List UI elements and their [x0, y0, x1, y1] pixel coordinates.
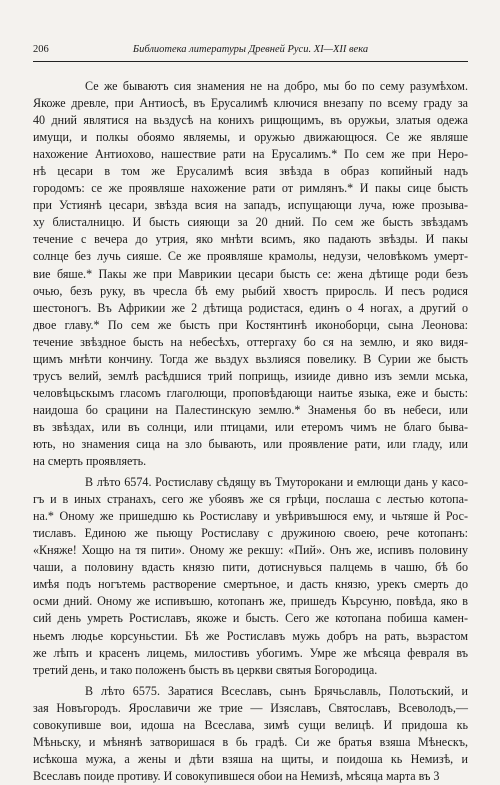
text-line: имущи, и полкы обоямо являемы, и оружью движающюся. Се же являше	[33, 130, 468, 145]
text-line: солнце без лучь сияше. Се же проявляше крамолы, недузи, человѣкомъ умерт-	[33, 249, 468, 264]
text-line: трусъ велий, землѣ расѣдшися трий поприщь, изииде дивно изъ земли мська,	[33, 368, 468, 383]
text-line: Мѣньску, и мѣнянѣ затворишася в бь градѣ. Си же братья взяша Мѣнескъ,	[33, 734, 468, 749]
text-line: имѣя подъ ногътемь растворение смертьное, и дасть князю, урекъ смерть до	[33, 577, 468, 592]
page-number: 206	[33, 44, 49, 55]
text-line: ють, но знамения сица на зло бывають, или проявление рати, или гладу, или	[33, 436, 468, 451]
text-line: наидоша бо срацини на Палестинскую землю.* Знаменья бо въ небеси, или	[33, 402, 468, 417]
text-line: Всеславъ поиде противу. И совокупившеся обои на Немизѣ, мѣсяца марта въ 3	[33, 768, 440, 783]
text-line: же лѣпъ и красенъ лицемь, милостивъ убогимъ. Умре же мѣсяца февраля въ	[33, 645, 468, 660]
paragraph	[33, 474, 468, 679]
text-line: при Устиянѣ цесари, звѣзда всия на западъ, испущающи луча, юже прозыва-	[33, 198, 468, 213]
text-line: исѣкоша мужа, а жены и дѣти взяша на щиты, и поидоша кь Немизѣ, и	[33, 751, 468, 766]
running-title: Библиотека литературы Древней Руси. XI—XII века	[132, 44, 369, 55]
text-line: осми дний. Оному же испивъшю, котопанъ же, пришедъ Кърсуню, повѣда, яко в	[33, 594, 468, 609]
text-line: зая Новъгородъ. Ярославичи же трие — Изяславъ, Святославъ, Всеволодъ,—	[33, 700, 468, 715]
body-text	[33, 78, 468, 785]
text-line: нахожение Антиохово, нашествие рати на Ерусалимъ.* По сем же при Неро-	[33, 147, 468, 162]
text-line: человѣцьскымъ гласомъ глаголющи, проповѣдающи наитье языка, еже и бысть:	[33, 385, 468, 400]
text-line: вие бяше.* Пакы же при Маврикии цесари бысть се: жена дѣтище роди безъ	[33, 266, 468, 281]
paragraph	[33, 78, 468, 470]
text-line: «Княже! Хощю на тя пити». Оному же рекшу: «Пий». Онъ же, испивъ половину	[33, 543, 468, 558]
text-line: двое главу.* По сем же бысть при Костянтинѣ иконоборци, сына Леонова:	[33, 317, 468, 332]
paragraph	[33, 683, 468, 785]
text-line: В лѣто 6575. Заратися Всеславъ, сынъ Брячьславль, Полотьский, и	[85, 683, 468, 698]
text-line: Се же бываютъ сия знамения не на добро, мы бо по сему разумѣхом.	[85, 79, 468, 93]
text-line: ньемъ людье корсуньстии. Бѣ же Ростиславъ мужь добръ на рать, вьзрастом	[33, 628, 468, 643]
text-line: третий день, и тако положенъ бысть въ церкви святыя Богородица.	[33, 662, 378, 677]
text-line: ху блисталницю. И бысть сияющи за 20 дний. По сем же бысть звѣздамъ	[33, 215, 468, 230]
text-line: течение звѣздное бысть на небесѣхъ, оттергаху бо ся на землю, и яко видя-	[33, 334, 468, 349]
text-line: на смерть проявляеть.	[33, 454, 147, 469]
page-header	[33, 44, 468, 60]
text-line: Якоже древле, при Антиосѣ, въ Ерусалимѣ ключися внезапу по всему граду за	[33, 96, 468, 111]
text-line: шестоногъ. Въ Африкии же 2 дѣтища родистася, единъ о 4 ногах, а другий о	[33, 300, 468, 315]
header-rule	[33, 61, 468, 62]
text-line: течение с вечера до утрия, яко мнѣти всимъ, яко падають звѣзды. И пакы	[33, 232, 468, 247]
text-line: 40 дний являтися на вьздусѣ на конихъ рищющимъ, въ оружьи, златыя одежа	[33, 113, 468, 128]
text-line: тиславъ. Единою же пьющу Ростиславу с дружиною своею, рече котопанъ:	[33, 526, 468, 541]
text-line: совокупивше вои, идоша на Всеслава, зимѣ сущи велицѣ. И придоша кь	[33, 717, 468, 732]
text-line: нѣ цесари в том же Ерусалимѣ всия звѣзда в образ копийный надъ	[33, 164, 468, 179]
text-line: очью, безъ руку, въ чресла бѣ ему рыбий хвостъ приросль. И песъ родися	[33, 283, 468, 298]
text-line: чаши, а половину вдасть князю пити, дотиснувься палцемь в чашю, бѣ бо	[33, 560, 468, 575]
text-line: гъ и в иных странахъ, сего же убоявъ же ся грѣци, послаша с лестью котопа-	[33, 492, 468, 507]
text-line: В лѣто 6574. Ростиславу сѣдящу въ Тмуторокани и емлющи дань у касо-	[85, 475, 468, 490]
text-line: на.* Оному же пришедшю кь Ростиславу и увѣривъшюся ему, и чьтяше й Рос-	[33, 509, 468, 524]
text-line: щимъ мнѣти кончину. Тогда же вьздух вьзлияся повелику. В Сурии же бысть	[33, 351, 468, 366]
text-line: въ звѣздах, или въ солнци, или птицами, или етеромъ чимъ не благо быва-	[33, 419, 468, 434]
text-line: городомъ: се же проявляше нахожение рати от римлянъ.* И пакы сице бысть	[33, 181, 468, 196]
text-line: сий день умреть Ростиславъ, якоже и бысть. Сего же котопана побиша камен-	[33, 611, 468, 626]
